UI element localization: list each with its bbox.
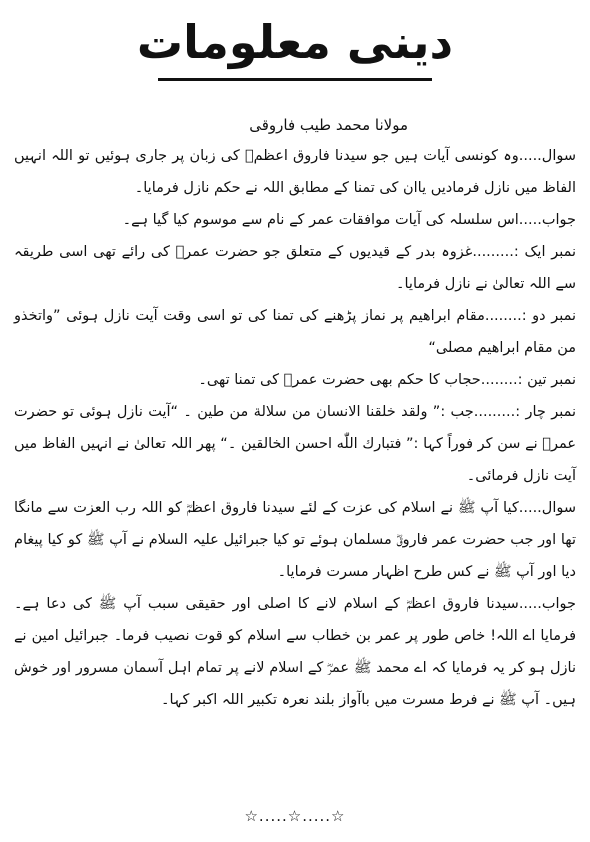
item-four-paragraph: نمبر چار :.........جب :” ولقد خلقنا الانسان من سلالة من طین ۔ “آیت نازل ہوئی تو حضرت عمرؓ نے سن کر فوراً کہا :” فتبارك اللّٰه احسن الخالقین ۔“ پھر اللہ تعالیٰ نے انہیں الفاظ میں آیت نازل فرمائی۔ [14, 404, 576, 484]
title-underline [158, 78, 432, 81]
item-three-paragraph: نمبر تین :........حجاب کا حکم بھی حضرت عمرؓ کی تمنا تھی۔ [198, 372, 576, 388]
item-two-paragraph: نمبر دو :........مقام ابراھیم پر نماز پڑھنے کی تمنا کی تو اسی وقت آیت نازل ہوئی ”واتخذو من مقام ابراھیم مصلی“ [14, 308, 576, 356]
item-one-paragraph: نمبر ایک :.........غزوہ بدر کے قیدیوں کے متعلق جو حضرت عمرؓ کی رائے تھی اسی طریقہ سے اللہ تعالیٰ نے نازل فرمایا۔ [14, 244, 576, 292]
author-name: مولانا محمد طیب فاروقی [249, 116, 408, 134]
star-separator: ☆.....☆.....☆ [244, 807, 346, 825]
question-1-paragraph: سوال.....وہ کونسی آیات ہیں جو سیدنا فاروق اعظمؓ کی زبان پر جاری ہوئیں تو اللہ انہیں الفاظ میں نازل فرمادیں یاان کی تمنا کے مطابق اللہ نے حکم نازل فرمایا۔ [14, 148, 576, 196]
page-title: دینی معلومات [136, 15, 454, 69]
question-2-paragraph: سوال.....کیا آپ ﷺ نے اسلام کی عزت کے لئے سیدنا فاروق اعظمؓ کو اللہ رب العزت سے مانگا تھا اور جب حضرت عمر فاروقؓ مسلمان ہوئے تو کیا جبرائیل علیہ السلام نے آپ ﷺ کو کیا پیغام دیا اور آپ ﷺ نے کس طرح اظہار مسرت فرمایا۔ [14, 500, 576, 580]
answer-2-paragraph: جواب.....سیدنا فاروق اعظمؓ کے اسلام لانے کا اصلی اور حقیقی سبب آپ ﷺ کی دعا ہے۔ فرمایا اے اللہ! خاص طور پر عمر بن خطاب سے اسلام کو قوت نصیب فرما۔ جبرائیل امین نے نازل ہو کر یہ فرمایا کہ اے محمد ﷺ عمرؓ کے اسلام لانے پر تمام اہل آسمان مسرور اور خوش ہیں۔ آپ ﷺ نے فرط مسرت میں باآواز بلند نعرہ تکبیر اللہ اکبر کہا۔ [14, 596, 576, 708]
article-body [14, 140, 576, 716]
answer-1-paragraph: جواب.....اس سلسلہ کی آیات موافقات عمر کے نام سے موسوم کیا گیا ہے۔ [122, 212, 576, 228]
